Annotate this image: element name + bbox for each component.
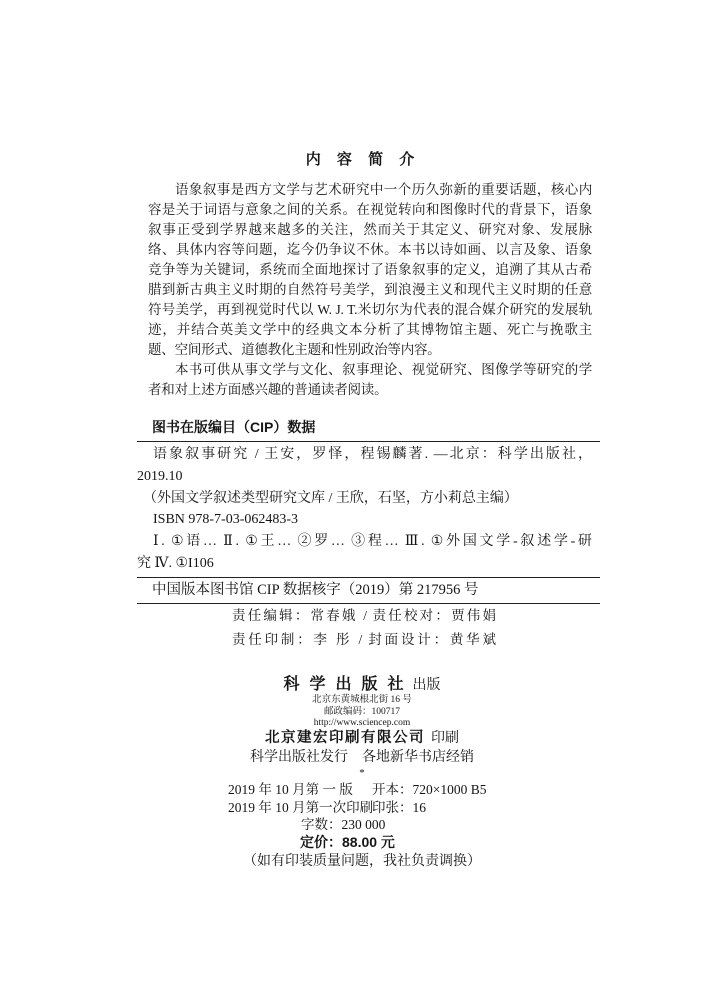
- publisher-website: http://www.sciencep.com: [313, 718, 411, 728]
- printed-sheets: 印张：16: [372, 800, 426, 815]
- cip-series: （外国文学叙述类型研究文库 / 王欣，石坚，方小莉总主编）: [143, 490, 518, 506]
- retailers: 各地新华书店经销: [362, 750, 474, 765]
- publisher-address: 北京东黄城根北街 16 号: [312, 695, 412, 705]
- summary-line: 容是关于词语与意象之间的关系。在视觉转向和图像时代的背景下，语象: [148, 202, 592, 217]
- price: 定价：88.00 元: [300, 834, 395, 850]
- cip-title-statement-continued: 2019.10: [137, 468, 183, 484]
- editing-credits: 责任编辑：常春娥 / 责任校对：贾伟娟: [232, 608, 496, 623]
- publisher-role: 出版: [412, 678, 441, 693]
- summary-line: 题、空间形式、道德教化主题和性别政治等内容。: [148, 342, 441, 357]
- summary-line: 本书可供从事文学与文化、叙事理论、视觉研究、图像学等研究的学: [175, 362, 592, 377]
- summary-line: 者和对上述方面感兴趣的普通读者阅读。: [148, 382, 388, 397]
- cip-record-number: 中国版本图书馆 CIP 数据核字（2019）第 217956 号: [152, 582, 479, 598]
- summary-line: 腊到新古典主义时期的自然符号美学，到浪漫主义和现代主义时期的任意: [148, 282, 592, 297]
- summary-line: 竞争等为关键词，系统而全面地探讨了语象叙事的定义，追溯了其从古希: [148, 262, 592, 277]
- cip-rule-top: [137, 441, 600, 442]
- quality-notice: （如有印装质量问题，我社负责调换）: [243, 854, 481, 869]
- edition: 2019 年 10 月第 一 版: [228, 782, 353, 797]
- publisher-contact: [4, 695, 720, 730]
- printer-role: 印刷: [431, 731, 459, 746]
- cip-rule-middle: [137, 577, 600, 578]
- summary-line: 叙事正受到学界越来越多的关注，然而关于其定义、研究对象、发展脉: [148, 222, 592, 237]
- cip-isbn: ISBN 978-7-03-062483-3: [153, 512, 299, 528]
- separator-asterisk: *: [359, 767, 365, 779]
- printer-logotype: 北京建宏印刷有限公司: [265, 730, 425, 746]
- summary-line: 络、具体内容等问题，迄今仍争议不休。本书以诗如画、以言及象、语象: [148, 242, 592, 257]
- printer-line: [4, 729, 720, 747]
- production-credits: 责任印制：李 彤 / 封面设计：黄华斌: [232, 632, 496, 647]
- cip-subjects: Ⅰ. ①语… Ⅱ. ①王… ②罗… ③程… Ⅲ. ①外国文学-叙述学-研: [153, 534, 592, 550]
- summary-paragraph: [148, 180, 592, 360]
- cip-record: [137, 444, 592, 575]
- word-count: 字数：230 000: [301, 817, 386, 832]
- summary-body: [148, 180, 592, 400]
- summary-line: 语象叙事是西方文学与艺术研究中一个历久弥新的重要话题，核心内: [175, 182, 592, 197]
- cip-heading: 图书在版编目（CIP）数据: [152, 419, 316, 435]
- staff-credits: [232, 604, 496, 652]
- book-format: 开本：720×1000 B5: [372, 782, 487, 797]
- cip-title-statement: 语象叙事研究 / 王安，罗怿，程锡麟著. —北京：科学出版社，: [153, 447, 592, 462]
- publisher-line: [4, 675, 720, 695]
- cip-subjects-continued: 究 Ⅳ. ①I106: [137, 555, 214, 571]
- distributor: 科学出版社发行: [250, 750, 348, 765]
- printing: 2019 年 10 月第一次印刷: [228, 800, 374, 815]
- summary-title: 内 容 简 介: [305, 151, 421, 168]
- distribution-line: [4, 749, 720, 767]
- summary-line: 符号美学，再到视觉时代以 W. J. T.米切尔为代表的混合媒介研究的发展轨: [148, 302, 592, 317]
- publisher-postcode: 邮政编码：100717: [323, 706, 400, 717]
- publisher-logotype: 科 学 出 版 社: [283, 676, 407, 693]
- summary-line: 迹，并结合英美文学中的经典文本分析了其博物馆主题、死亡与挽歌主: [148, 322, 592, 337]
- summary-paragraph: [148, 360, 592, 400]
